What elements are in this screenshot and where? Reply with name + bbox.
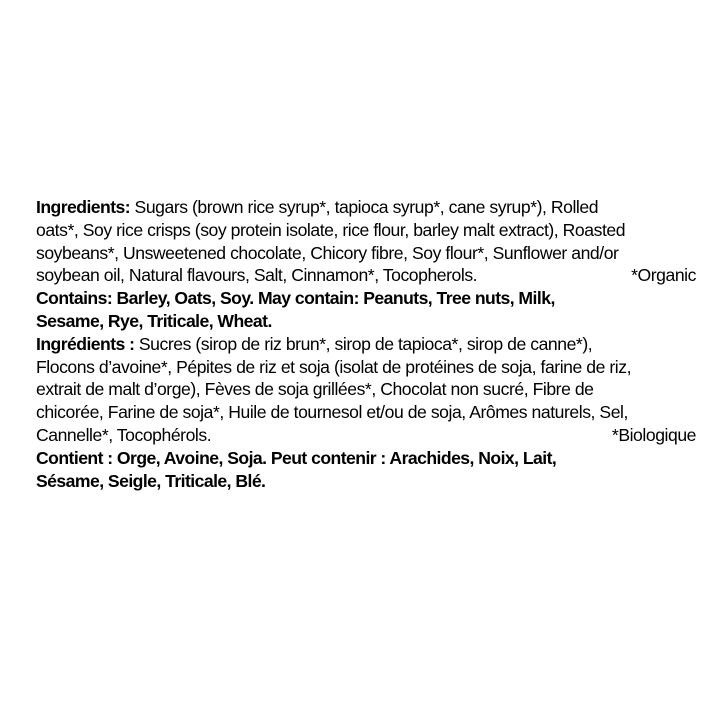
english-ingredients-line-4 [36, 264, 696, 287]
french-ingredients-line-3: extrait de malt d’orge), Fèves de soja grillées*, Chocolat non sucré, Fibre de [36, 379, 594, 400]
french-ingredients-text: Sucres (sirop de riz brun*, sirop de tapioca*, sirop de canne*), [134, 333, 593, 354]
ingredients-panel [36, 196, 696, 492]
english-ingredients-line-3: soybeans*, Unsweetened chocolate, Chicory fibre, Soy flour*, Sunflower and/or [36, 242, 619, 263]
english-ingredients-text: Sugars (brown rice syrup*, tapioca syrup*, cane syrup*), Rolled [130, 197, 599, 217]
english-ingredients-label: Ingredients: [36, 197, 131, 217]
english-ingredients-last-text: soybean oil, Natural flavours, Salt, Cinnamon*, Tocopherols. [36, 265, 478, 286]
french-ingredients-line-4: chicorée, Farine de soja*, Huile de tournesol et/ou de soja, Arômes naturels, Sel, [36, 402, 628, 423]
english-contains-line-1: Contains: Barley, Oats, Soy. May contain: Peanuts, Tree nuts, Milk, [36, 288, 555, 309]
english-section [36, 196, 696, 333]
french-section [36, 333, 696, 493]
french-ingredients-last-text: Cannelle*, Tocophérols. [36, 424, 212, 445]
english-organic-note: *Organic [631, 265, 696, 286]
english-ingredients-line-1 [36, 196, 696, 219]
french-ingredients-line-1 [36, 333, 696, 356]
french-ingredients-label: Ingrédients : [36, 333, 135, 354]
french-organic-note: *Biologique [611, 424, 696, 445]
french-ingredients-line-5 [36, 424, 696, 447]
english-ingredients-line-2: oats*, Soy rice crisps (soy protein isolate, rice flour, barley malt extract), Roasted [36, 219, 626, 240]
french-contains-line-2: Sésame, Seigle, Triticale, Blé. [36, 470, 266, 491]
english-contains-line-2: Sesame, Rye, Triticale, Wheat. [36, 310, 272, 331]
french-contains-line-1: Contient : Orge, Avoine, Soja. Peut contenir : Arachides, Noix, Lait, [36, 447, 557, 468]
french-ingredients-line-2: Flocons d’avoine*, Pépites de riz et soja (isolat de protéines de soja, farine de riz, [36, 356, 632, 377]
